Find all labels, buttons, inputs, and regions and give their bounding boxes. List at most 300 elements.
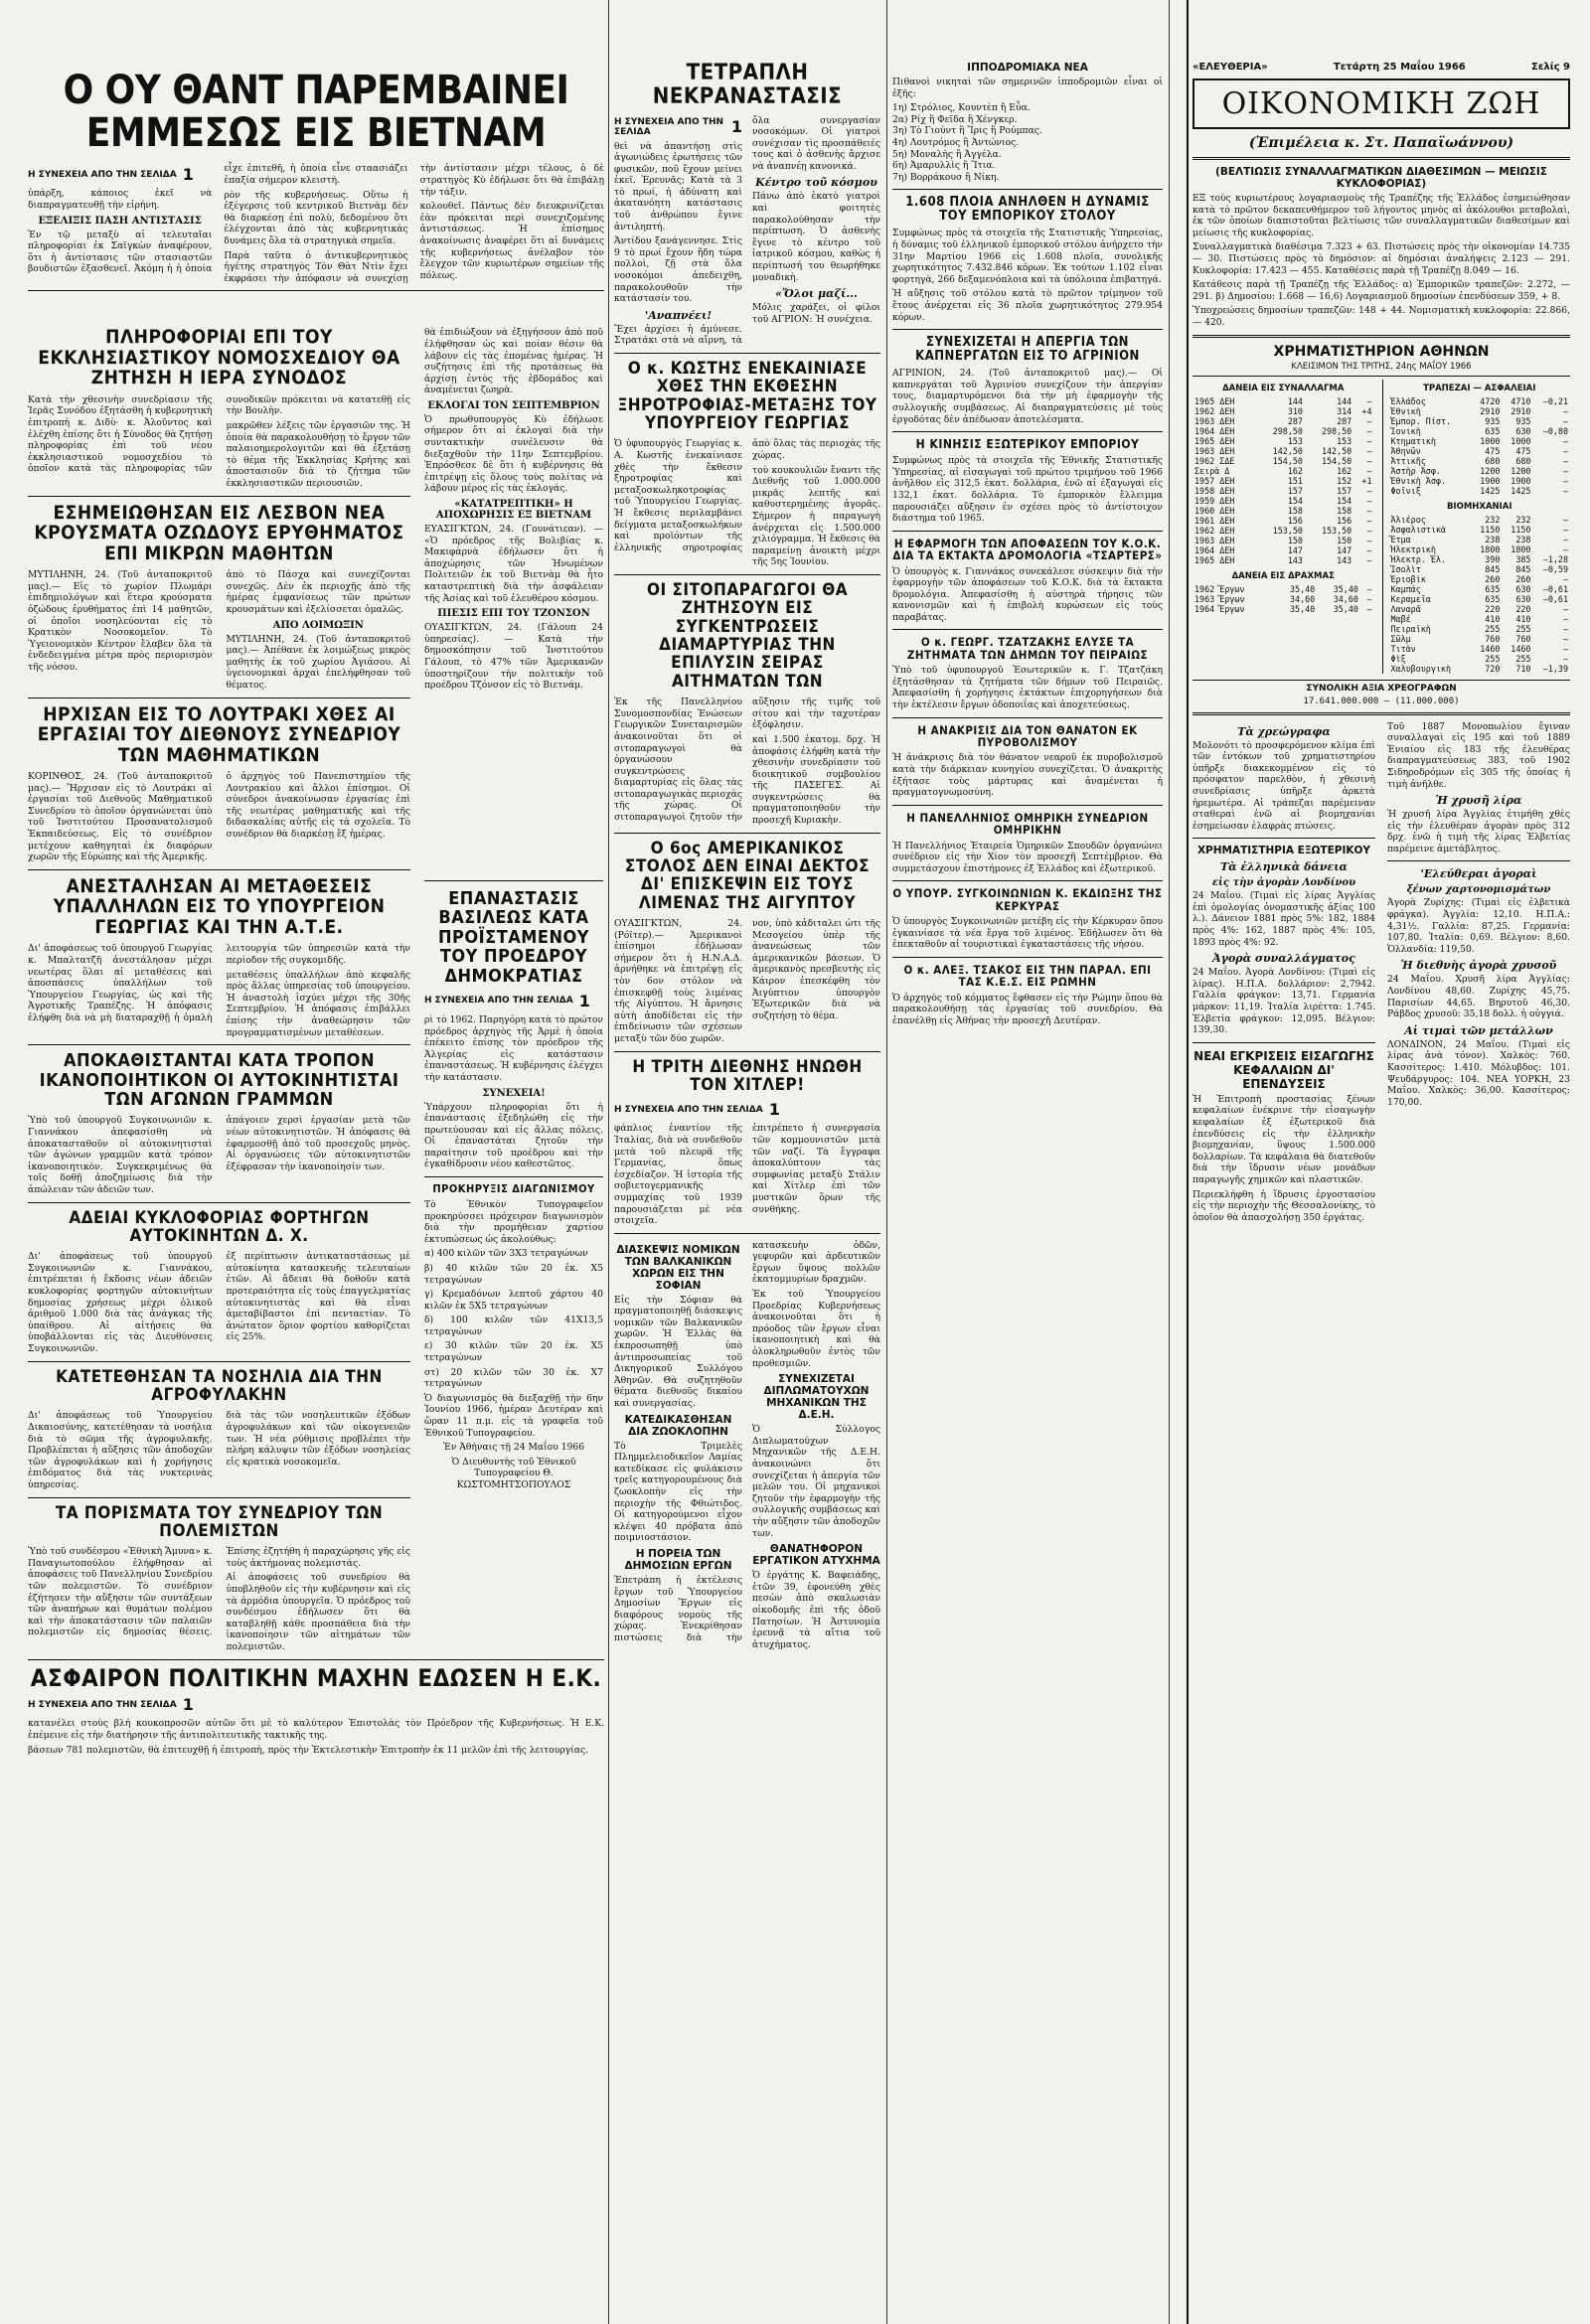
article-text: Συμφώνως πρὸς τὰ στοιχεῖα τῆς Ἐθνικῆς Στατιστικῆς Ὑπηρεσίας, αἱ εἰσαγωγαὶ τοῦ πρώτου τριμήνου τοῦ 1966 ἀνῆλθον εἰς 312,5 ἑκατ. δολλάρια, ἐνῶ αἱ ἐξαγωγαὶ εἰς 132,1 ἑκατ. δολλάρια. Τὸ ἐμπορικὸν ἔλλειμμα παρουσιάζει αὔξησιν ἐν σχέσει πρὸς τὸ ἀντίστοιχον διάστημα τοῦ 1965. xyxy=(892,455,1163,525)
table-cell-value: 1200 xyxy=(1480,465,1501,476)
table-cell-value: — xyxy=(1366,485,1372,496)
headline-games: ΑΠΟΚΑΘΙΣΤΑΝΤΑΙ ΚΑΤΑ ΤΡΟΠΟΝ ΙΚΑΝΟΠΟΙΗΤΙΚΟΝ ΟΙ ΑΥΤΟΚΙΝΗΤΙΣΤΑΙ ΤΩΝ ΑΓΩΝΩΝ ΓΡΑΜΜΩΝ xyxy=(39,1050,399,1110)
article-text: ρὶ τὸ 1962. Παρηγόρη κατὰ τὸ πρώτον πρόεδρος ἀρχηγὸς τῆς Ἀρμὲ ἡ ὁποία ἐπέκειτο ἐπίσης τὸν πρόεδρον τῆς Ἀλγερίας εἰς κατάστασιν ἐπαναστάσεως. Ἡ κυβέρνησις ἐλέγχει τὴν κατάστασιν. xyxy=(424,1013,603,1083)
table-cell-name: 1965 ΔΕΗ xyxy=(1194,554,1235,565)
banks-table-wrap xyxy=(1382,380,1571,674)
banks-table xyxy=(1389,396,1571,496)
article-text: θεὶ νὰ ἀπαντήσῃ στὶς ἀγωνιώδεις ἐρωτήσεις τῶν φυσικῶν, ποῦ ἔχουν μείνει ἐκεῖ. Ἐρευνᾶς; Κατὰ τὰ 3 τὸ πρωί, ἡ ἀδύνατη καὶ ἀκατανόητη κατάστασις τοῦ ἀνθρώπου ἔγινε ἀντιληπτή. xyxy=(614,140,742,232)
table-cell-value: — xyxy=(1366,554,1372,565)
subheading: ΕΚΛΟΓΑΙ ΤΟΝ ΣΕΠΤΕΜΒΡΙΟΝ xyxy=(427,399,600,411)
article-text: τοὺ κουκουλιῶν ἔναντι τῆς Διεθνῆς τοῦ 1.000.000 μικρᾶς λεπτῆς καὶ καθυστερημένης ἀγορᾶς. Σήμερον ἡ παραγωγὴ ἀνέρχεται εἰς 1.500.000 χιλιόγραμμα. Ἡ ἔκθεσις θὰ παραμείνῃ ἀνοικτὴ μέχρι τῆς 5ης Ἰουνίου. xyxy=(752,464,880,568)
table-cell-value: 150 xyxy=(1337,535,1352,545)
table-row xyxy=(1389,456,1571,466)
headline-tzatzakis: Ο κ. ΓΕΩΡΓ. ΤΖΑΤΖΑΚΗΣ ΕΛΥΣΕ ΤΑ ΖΗΤΗΜΑΤΑ ΤΩΝ ΔΗΜΩΝ ΤΟΥ ΠΕΙΡΑΙΩΣ xyxy=(906,635,1149,662)
section-title: ΟΙΚΟΝΟΜΙΚΗ ΖΩΗ xyxy=(1221,86,1541,121)
headline-trucks: ΑΔΕΙΑΙ ΚΥΚΛΟΦΟΡΙΑΣ ΦΟΡΤΗΓΩΝ ΑΥΤΟΚΙΝΗΤΩΝ Δ. Χ. xyxy=(69,1207,370,1246)
article-text: ΟΥΑΣΙΓΚΤΩΝ, 24. (Γάλουπ 24 ὑπηρεσίας). — Κατὰ τὴν δημοσκόπησιν τοῦ Ἰνστιτούτου Γάλουπ, τὸ 47% τῶν Ἀμερικανῶν ὑποστηρίζουν τὴν πολιτικὴν τοῦ προέδρου Τζόνσον εἰς τὸ Βιετνάμ. xyxy=(424,622,603,692)
table-cell-value: 158 xyxy=(1337,505,1352,516)
table-cell-value: — xyxy=(1562,534,1568,544)
article-text: ΜΥΤΙΛΗΝΗ, 24. (Τοῦ ἀνταποκριτοῦ μας).— Εἰς τὸ χωρίον Πλωμάρι ἐπιδημιολόγων καὶ ἕτερα κρούσματα ὀζώδους ἐρυθήματος ἐπὶ 14 μαθητῶν, οἱ ὁποῖοι νοσηλεύονται εἰς τὸ Κρατικὸν Νοσοκομεῖον. Τὸ Ὑγειονομικὸν Κέντρον ἔλαβεν ὅλα τὰ ἐνδεδειγμένα μέτρα πρὸς περιορισμὸν τῆς νόσου. xyxy=(28,569,213,673)
markets-left xyxy=(1192,721,1375,1227)
table-row xyxy=(1389,406,1571,416)
subheading: ΕΞΕΛΙΞΙΣ ΠΑΣΗ ΑΝΤΙΣΤΑΣΙΣ xyxy=(38,215,202,227)
table-cell-value: 475 xyxy=(1485,445,1501,456)
article-text: Δι' ἀποφάσεως τοῦ ὑπουργοῦ Γεωργίας κ. Μπαλτατζῆ ἀνεστάλησαν μέχρι νεωτέρας ὅλαι αἱ μεταθέσεις καὶ ἀποσπάσεις ὑπαλλήλων τοῦ Ὑπουργείου Γεωργίας, ὡς καὶ τῆς Ἀγροτικῆς Τραπέζης. Ἡ ἀπόφασις ἐλήφθη διὰ νὰ μὴ διαταραχθῇ ἡ ὁμαλὴ λειτουργία τῶν ὑπηρεσιῶν κατὰ τὴν περίοδον τῆς συγκομιδῆς. xyxy=(28,943,410,1023)
markets-two-col xyxy=(1192,721,1570,1227)
article-text: καὶ 1.500 ἐκατομ. δρχ. Ἡ ἀποφάσις ἐλήφθη κατὰ τὴν χθεσινὴν συνεδρίασιν τοῦ διοικητικοῦ συμβουλίου τῆς ΠΑΣΕΓΕΣ. Αἱ συγκεντρώσεις θὰ πραγματοποιηθοῦν τὴν προσεχῆ Κυριακὴν. xyxy=(752,733,880,827)
table-cell-value: —0,21 xyxy=(1542,395,1568,406)
table-cell-name: Χαλυβουργικὴ xyxy=(1390,663,1452,674)
column-rule xyxy=(608,0,609,2324)
article-text: Ἀγορὰ Ζυρίχης: (Τιμαὶ εἰς ἐλβετικὰ φράγκα). Ἀγγλία: 12,10. Η.Π.Α.: 4,31½. Γαλλία: 87,25. Γερμανία: 107,80. Ἰταλία: 0,69. Βέλγιον: 8,60. Ὁλλανδία: 119,50. xyxy=(1387,897,1570,955)
table-row xyxy=(1389,544,1571,554)
continued-label: Η ΣΥΝΕΧΕΙΑ ΑΠΟ ΤΗΝ ΣΕΛΙΔΑ 1 xyxy=(28,1695,194,1715)
table-cell-value: 1150 xyxy=(1510,524,1531,535)
headline-fleet: Ο 6ος ΑΜΕΡΙΚΑΝΙΚΟΣ ΣΤΟΛΟΣ ΔΕΝ ΕΙΝΑΙ ΔΕΚΤΟΣ ΔΙ' ΕΠΙΣΚΕΨΙΝ ΕΙΣ ΤΟΥΣ ΛΙΜΕΝΑΣ ΤΗΣ ΑΙΓΥΠΤΟΥ xyxy=(624,838,871,913)
article-text: ΕΞ τοὺς κυριωτέρους λογαριασμοὺς τῆς Τραπέζης τῆς Ἑλλάδος ἐσημειώθησαν κατὰ τὸ πρῶτον δεκαπενθήμερον τοῦ λήγοντος μηνὸς αἱ ἀκόλουθοι μεταβολαὶ, ἐκ τῶν ὁποίων διαπιστοῦται βελτίωσις τῶν συναλλαγματικῶν διαθεσίμων καὶ μείωσις τῆς κυκλοφορίας. xyxy=(1192,193,1570,238)
table-cell-value: 1800 xyxy=(1480,543,1501,554)
table-cell-value: 147 xyxy=(1337,544,1352,555)
table-cell-value: 760 xyxy=(1515,633,1531,644)
subheading: ξένων χαρτονομισμάτων xyxy=(1406,884,1551,896)
horse-item: 3η) Τὸ Γιούντ ἢ Ἴρις ἢ Ρούμπας. xyxy=(892,125,1042,137)
article-text: 24 Μαΐου. (Τιμαὶ εἰς λίρας Ἀγγλίας ἐπὶ ὁμολογίας ὀνομαστικῆς ἀξίας 100 λ.). Δάνειον 1881 πρὸς 5%: 182, 1884 πρὸς 4%: 162, 1887 πρὸς 4%: 105, 1893 πρὸς 4%: 92. xyxy=(1192,890,1375,948)
table-cell-name: Ἑλλάδος xyxy=(1390,395,1426,406)
table-row xyxy=(1389,604,1571,614)
table-cell-value: — xyxy=(1562,514,1568,525)
table-row xyxy=(1192,456,1374,466)
table-row xyxy=(1192,396,1374,406)
headline-trade: Η ΚΙΝΗΣΙΣ ΕΞΩΤΕΡΙΚΟΥ ΕΜΠΟΡΙΟΥ xyxy=(915,437,1140,452)
subheading: ΑΠΟ ΛΟΙΜΩΞΙΝ xyxy=(272,619,364,631)
table-cell-value: +1 xyxy=(1361,475,1372,486)
middle-block xyxy=(614,0,880,1650)
section-editor: (Ἐπιμέλεια κ. Στ. Παπαϊωάννου) xyxy=(1248,135,1514,151)
table-row xyxy=(1389,634,1571,644)
table-cell-value: 390 xyxy=(1485,553,1501,564)
article-text: Μολονότι τὸ προσφερόμενον κλίμα ἐπὶ τῶν ἐντόκων τοῦ χρηματιστηρίου ὑπῆρξε διακεκομμένον εἰς τὸ πρόσφατον παρελθὸν, ἡ χθεσινὴ συνεδρίασις ὑπῆρξε ἀρκετὰ ἠρεμωτέρα. Αἱ τράπεζαι παρέμειναν σταθεραὶ ἐνῶ αἱ βιομηχανίαι ἐσημείωσαν ἐλαφρὰς πτώσεις. xyxy=(1192,739,1375,832)
table-cell-name: Σειρὰ Δ xyxy=(1194,465,1230,476)
sign-date: Ἐν Ἀθήναις τῇ 24 Μαΐου 1966 xyxy=(442,1442,585,1454)
table-cell-name: Φὶξ xyxy=(1390,653,1406,664)
subheading: ΧΡΗΜΑΤΙΣΤΗΡΙΑ ΕΞΩΤΕΡΙΚΟΥ xyxy=(1196,845,1371,857)
table-cell-name: Ἀστὴρ Ἀσφ. xyxy=(1390,465,1441,476)
table-row xyxy=(1389,584,1571,594)
headline-vouli: Ο ΥΠΟΥΡ. ΣΥΓΚΟΙΝΩΝΙΩΝ Κ. ΕΚΔΙΩΞΗΣ ΤΗΣ ΚΕΡΚΥΡΑΣ xyxy=(892,886,1163,913)
table-cell-value: 385 xyxy=(1515,553,1531,564)
article-text: Ἀντίδου ξανάγεννησε. Στὶς 9 τὸ πρωί ἔχουν ἤδη τώρα πολλοὶ, ζῇ στὰ ὅλα νοσοκόμοι ἀπεδειχθη, παρακολουθοῦν τὴν κατάστασίν του. xyxy=(614,235,742,305)
table-cell-value: 162 xyxy=(1337,465,1352,476)
table-cell-value: — xyxy=(1366,535,1372,545)
table-row xyxy=(1389,476,1571,486)
vietnam-body xyxy=(28,163,604,284)
article-text: Ὁ πρωθυπουργὸς Κὺ ἐδήλωσε σήμερον ὅτι αἱ ἐκλογαὶ διὰ τὴν συντακτικὴν συνέλευσιν θὰ διεξαχθοῦν τὴν 11ην Σεπτεμβρίου. Ἐπρόσθεσε δὲ ὅτι ἡ κυβέρνησις θὰ ἐπιτρέψῃ εἰς ὅλους τοὺς πολίτας νὰ λάβουν μέρος εἰς τὰς ἐκλογάς. xyxy=(424,413,603,495)
headline-fleet1608: 1.608 ΠΛΟΙΑ ΑΝΗΛΘΕΝ Η ΔΥΝΑΜΙΣ ΤΟΥ ΕΜΠΟΡΙΚΟΥ ΣΤΟΛΟΥ xyxy=(905,195,1150,225)
tender-item: δ) 100 κιλῶν τῶν 41X13,5 τετραγώνων xyxy=(424,1315,603,1337)
tender-item: στ) 20 κιλῶν τῶν 30 ἐκ. Χ7 τετραγώνων xyxy=(424,1366,603,1390)
table-cell-value: 156 xyxy=(1287,515,1303,526)
headline-accident: ΘΑΝΑΤΗΦΟΡΟΝ ΕΡΓΑΤΙΚΟΝ ΑΤΥΧΗΜΑ xyxy=(752,1543,880,1568)
table-cell-value: 1425 xyxy=(1480,485,1501,496)
subheading: εἰς τὴν ἀγορὰν Λονδίνου xyxy=(1211,877,1356,889)
table-cell-value: —1,39 xyxy=(1542,663,1568,674)
table-cell-value: 153,50 xyxy=(1321,525,1352,536)
table-cell-value: —0,61 xyxy=(1542,583,1568,594)
table-cell-name: Τιτὰν xyxy=(1390,643,1416,654)
table-cell-name: 1963 ΔΕΗ xyxy=(1194,445,1235,456)
headline-anakrisis: Η ΑΝΑΚΡΙΣΙΣ ΔΙΑ ΤΟΝ ΘΑΝΑΤΟΝ ΕΚ ΠΥΡΟΒΟΛΙΣΜΟΥ xyxy=(917,722,1138,750)
article-text: Ὑπὸ τοῦ ὑπουργοῦ Συγκοινωνιῶν κ. Γιαννάκου ἀπεφασίσθη νὰ ἀποκατασταθοῦν οἱ αὐτοκινητισταὶ τῶν ἀγώνων γραμμῶν κατὰ τρόπον ἱκανοποιητικὸν. Συγκεκριμένως θὰ τοῖς δοθῇ ἀποζημίωσις διὰ τὴν ἀπώλειαν τῶν ἀδειῶν των. xyxy=(28,1115,213,1195)
headline-lesvos: ΕΣΗΜΕΙΩΘΗΣΑΝ ΕΙΣ ΛΕΣΒΟΝ ΝΕΑ ΚΡΟΥΣΜΑΤΑ ΟΖΩΔΟΥΣ ΕΡΥΘΗΜΑΤΟΣ ΕΠΙ ΜΙΚΡΩΝ ΜΑΘΗΤΩΝ xyxy=(34,501,404,564)
table-cell-value: 143 xyxy=(1287,554,1303,565)
headline-dei: ΣΥΝΕΧΙΖΕΤΑΙ ΔΙΠΛΩΜΑΤΟΥΧΩΝ ΜΗΧΑΝΙΚΩΝ ΤΗΣ Δ.Ε.Η. xyxy=(763,1373,870,1422)
table-cell-name: Φοῖνιξ xyxy=(1390,485,1421,496)
table-cell-name: Μαβέ xyxy=(1390,613,1411,624)
table-cell-name: 1957 ΔΕΗ xyxy=(1194,475,1235,486)
article-text: θὰ ἐπιδιώξουν νὰ ἐξηγήσουν ἀπὸ ποῦ ἐλήφθησαν ὡς καὶ ποίαν θέσιν θὰ λάβουν εἰς τὰς ἐπομένας ἡμέρας. Ἡ συζήτησις ἐπὶ τῆς προτάσεως θὰ ἀρχίσῃ ἐντὸς τῆς ἑβδομάδος καὶ ἀναμένεται ζωηρὰ. xyxy=(424,327,603,396)
table-cell-value: 156 xyxy=(1337,515,1352,526)
headline-cooperation: Η ΕΦΑΡΜΟΓΗ ΤΩΝ ΑΠΟΦΑΣΕΩΝ ΤΟΥ Κ.Ο.Κ. ΔΙΑ ΤΑ ΕΚΤΑΚΤΑ ΔΡΟΜΟΛΟΓΙΑ «ΤΣΑΡΤΕΡΣ» xyxy=(892,536,1163,563)
article-text: νον, ὑπὸ κἀδιταλει ὡτι τῆς Μεσογείου ὑπὲρ τῆς ἀνανεώσεως τῶν ἀμερικανικῶν βάσεων. Ὁ ἀμερικανὸς πρεσβευτὴς εἰς Κάιρον ἐπεσκέφθη τὸν Ἀιγύπτιον ὑπουργὸν Ἐξωτερικῶν διὰ νὰ συζητήσῃ τὸ θέμα. xyxy=(752,918,880,1021)
table-row xyxy=(1192,426,1374,436)
table-cell-value: 1800 xyxy=(1510,543,1531,554)
table-row xyxy=(1192,496,1374,506)
tender-item: β) 40 κιλῶν τῶν 20 ἐκ. Χ5 τετραγώνων xyxy=(424,1262,603,1286)
bourse-subtitle: ΚΛΕΙΣΙΜΟΝ ΤΗΣ ΤΡΙΤΗΣ, 24ης ΜΑΐΟΥ 1966 xyxy=(1291,361,1472,372)
article-text: 24 Μαΐου. Ἀγορὰ Λονδίνου: (Τιμαὶ εἰς λίρας). Η.Π.Α. δολλάριον: 2,7942. Γαλλία φράγκον: 13,71. Γερμανία μάρκον: 11,19. Ἰταλία λιρέττα: 1.745. Ἐλβετία φράγκον: 12,095. Βέλγιον: 139,30. xyxy=(1192,967,1375,1036)
article-text: ΜΥΤΙΛΗΝΗ, 24. (Τοῦ ἀνταποκριτοῦ μας).— Ἀπέθανε ἐκ λοιμώξεως μικρὸς μαθητὴς ἐκ τοῦ χωρίου Ἀγιάσου. Αἱ ὑγειονομικαὶ ἀρχαὶ ἐπελήφθησαν τοῦ θέματος. xyxy=(226,633,410,691)
tender-item: γ) Κρεμαδόνων λεπτοῦ χάρτου 40 κιλῶν ἐκ 5X5 τετραγώνων xyxy=(424,1289,603,1312)
table-cell-value: 255 xyxy=(1485,623,1501,634)
table-cell-name: Πειραϊκὴ xyxy=(1390,623,1431,634)
subheading: Κέντρο τοῦ κόσμου xyxy=(755,176,877,190)
table-cell-value: 635 xyxy=(1485,425,1501,436)
tender-item: ε) 30 κιλῶν τῶν 20 ἐκ. Χ5 τετραγώνων xyxy=(424,1340,603,1364)
headline-kostis: Ο κ. ΚΩΣΤΗΣ ΕΝΕΚΑΙΝΙΑΣΕ ΧΘΕΣ ΤΗΝ ΕΚΘΕΣΗΝ ΞΗΡΟΤΡΟΦΙΑΣ-ΜΕΤΑΞΗΣ ΤΟΥ ΥΠΟΥΡΓΕΙΟΥ ΓΕΩΡΓΙΑΣ xyxy=(617,359,877,434)
table-cell-name: Ἀλιέρος xyxy=(1390,514,1426,525)
table-cell-value: 4710 xyxy=(1510,395,1531,406)
table-cell-value: 1460 xyxy=(1480,643,1501,654)
table-cell-value: 143 xyxy=(1337,554,1352,565)
headline-ek: ΑΣΦΑΙΡΟΝ ΠΟΛΙΤΙΚΗΝ ΜΑΧΗΝ ΕΔΩΣΕΝ Η Ε.Κ. xyxy=(30,1663,602,1692)
table-cell-value: 935 xyxy=(1515,415,1531,426)
horse-item: 2α) Ρίχ ἢ Φεῖδα ἢ Χένγκερ. xyxy=(892,113,1018,125)
table-row xyxy=(1389,614,1571,624)
table-cell-value: 152 xyxy=(1337,475,1352,486)
table-cell-value: — xyxy=(1562,455,1568,466)
page-number: Σελίς 9 xyxy=(1531,62,1570,73)
table-cell-name: Ἰονικὴ xyxy=(1390,425,1421,436)
table-cell-value: 1900 xyxy=(1510,475,1531,486)
table-cell-value: 157 xyxy=(1287,485,1303,496)
article-text: ΟΥΑΣΙΓΚΤΩΝ, 24. (Ρόϊτερ).— Ἀμερικανοὶ ἐπίσημοι ἐδήλωσαν σήμερον ὅτι ἡ Η.Ν.Α.Δ. ἀρνήθηκε νὰ ἐπιτρέψῃ εἰς τὸν 6ον στόλον νὰ ἐπισκεφθῇ τοὺς λιμένας τῆς Αἰγύπτου. Ἡ ἄρνησις αὐτὴ ἀποδίδεται εἰς τὴν ἐπιδείνωσιν τῶν σχέσεων μεταξὺ τῶν δύο χωρῶν. xyxy=(614,918,742,1045)
bourse-title: ΧΡΗΜΑΤΙΣΤΗΡΙΟΝ ΑΘΗΝΩΝ xyxy=(1273,343,1490,360)
table-cell-value: 845 xyxy=(1515,563,1531,574)
table-cell-value: 153,50 xyxy=(1272,525,1303,536)
table-cell-value: 232 xyxy=(1485,514,1501,525)
article-text: ΕΥΑΣΙΓΚΤΩΝ, 24. (Γουνάτιεαν). — «Ὁ πρόεδρος τῆς Βολιβίας κ. Μακιφὰρνὰ ἐδήλωσεν ὅτι ἡ ἀποχώρησις τῶν Ἡνωμένων Πολιτειῶν ἐκ τοῦ Βιετνὰμ θὰ ἦτο καταστρεπτικὴ διὰ τὴν ἀσφάλειαν τῆς Ἀσίας καὶ τοῦ ἐλευθέρου κόσμου. xyxy=(424,524,603,604)
table-cell-value: 630 xyxy=(1515,593,1531,604)
table-cell-value: — xyxy=(1562,405,1568,416)
right-middle-block xyxy=(892,0,1163,1030)
table-cell-name: Ἠλεκτρ. Ἑλ. xyxy=(1390,553,1446,564)
table-cell-value: — xyxy=(1562,633,1568,644)
continued-label: Η ΣΥΝΕΧΕΙΑ ΑΠΟ ΤΗΝ ΣΕΛΙΔΑ 1 xyxy=(614,116,742,137)
headline-veterans: ΤΑ ΠΟΡΙΣΜΑΤΑ ΤΟΥ ΣΥΝΕΔΡΙΟΥ ΤΩΝ ΠΟΛΕΜΙΣΤΩΝ xyxy=(55,1502,384,1541)
article-text: Ἡ ἀνάκρισις διὰ τὸν θάνατον νεαροῦ ἐκ πυροβολισμοῦ κατὰ τὴν διάρκειαν κυνηγίου συνεχίζεται. Ὁ ἀνακριτὴς ἐξήτασε τοὺς μάρτυρας καὶ ἀναμένεται ἡ πραγματογνωμοσύνη. xyxy=(892,752,1163,799)
table-row xyxy=(1389,436,1571,446)
article-text: Ἐκ τῆς Πανελληνίου Συνομοσπονδίας Ἑνώσεων Γεωργικῶν Συνεταιρισμῶν ἀνακοινοῦται ὅτι οἱ σιτοπαραγωγοὶ θὰ ὀργανώσουν συγκεντρώσεις διαμαρτυρίας εἰς ὅλας τὰς σιτοπαραγωγικὰς περιοχὰς τῆς χώρας. Οἱ σιτοπαραγωγοὶ ζητοῦν τὴν αὔξησιν τῆς τιμῆς τοῦ σίτου καὶ τὴν ταχυτέραν ἐξόφλησιν. xyxy=(614,697,880,824)
table-row xyxy=(1192,416,1374,426)
dr-loans-title: ΔΑΝΕΙΑ ΕΙΣ ΔΡΑΧΜΑΣ xyxy=(1231,570,1335,581)
table-cell-value: 4720 xyxy=(1480,395,1501,406)
subheading: Ἀγορὰ συναλλάγματος xyxy=(1212,952,1355,966)
table-row xyxy=(1389,624,1571,634)
subheading: «ΚΑΤΑΤΡΕΠΤΙΚΗ» Η ΑΠΟΧΩΡΗΣΙΣ ΕΞ ΒΙΕΤΝΑΜ xyxy=(435,499,592,522)
table-cell-value: — xyxy=(1562,643,1568,654)
table-cell-value: — xyxy=(1562,465,1568,476)
table-cell-value: 154,50 xyxy=(1321,455,1352,466)
article-text: ἀπὸ τὸ Πάσχα καὶ συνεχίζονται συνεχῶς. Δὲν ἐκ περιοχῆς ἀπὸ τῆς ἡμέρας ἐμφανίσεως τῶν πρώτων κρουσμάτων καὶ ἐξελίσσεται ὁμαλῶς. xyxy=(226,569,410,615)
column-rule xyxy=(886,0,887,2324)
table-cell-name: 1958 ΔΕΗ xyxy=(1194,485,1235,496)
table-cell-name: Κεραμεῖα xyxy=(1390,593,1431,604)
article-text: Ἔχει ἀρχίσει ἡ ἀμύνεσε. Στρατάκι στὰ νὰ αἴρνη, τὰ ὄλα συνεργασίαν νοσοκόμων. Οἱ γιατροὶ συνέχισαν τὶς προσπάθειές τους καὶ ὁ ἀσθενὴς ἄρχισε νὰ ἀναπνέῃ κανονικά. xyxy=(614,114,880,347)
article-text: Κατάθεσις παρὰ τῇ Τραπέζῃ τῆς Ἑλλάδος: α) Ἐμπορικῶν τραπεζῶν: 2.272, — 291. β) Δημοσίου: 1.668 — 16,6) Λογαριασμοῦ δημοσίων ἐπενδύσεων 359, + 8. xyxy=(1192,279,1570,302)
continued-label: Η ΣΥΝΕΧΕΙΑ ΑΠΟ ΤΗΝ ΣΕΛΙΔΑ 1 xyxy=(424,991,590,1010)
headline-tender: ΠΡΟΚΗΡΥΞΙΣ ΔΙΑΓΩΝΙΣΜΟΥ xyxy=(432,1182,595,1196)
table-cell-value: 147 xyxy=(1287,544,1303,555)
table-row xyxy=(1192,446,1374,456)
article-text: Παρὰ ταῦτα ὁ ἀντικυβερνητικὸς ἡγέτης στρατηγὸς Τὸν Θὰτ Ντὶν ἔχει ἐκφράσει τὴν ἀπόφασιν νὰ συνεχίσῃ τὴν ἀντίστασιν μέχρι τέλους, ὁ δὲ στρατηγὸς Κὺ ἐδήλωσε ὅτι θὰ ἐπιβάλῃ τὴν τάξιν. xyxy=(224,163,604,284)
continued-label: Η ΣΥΝΕΧΕΙΑ ΑΠΟ ΤΗΝ ΣΕΛΙΔΑ 1 xyxy=(28,165,194,185)
table-cell-value: 287 xyxy=(1287,415,1303,426)
table-cell-value: 238 xyxy=(1515,534,1531,544)
table-row xyxy=(1389,554,1571,564)
table-cell-value: — xyxy=(1366,455,1372,466)
table-cell-value: 144 xyxy=(1287,395,1303,406)
lesvos-body xyxy=(28,569,410,691)
table-row xyxy=(1192,545,1374,555)
subheading: Ἡ διεθνὴς ἀγορὰ χρυσοῦ xyxy=(1400,959,1557,973)
article-text: Ὑποχρεώσεις δημοσίων τραπεζῶν: 148 + 44. Νομισματικὴ κυκλοφορία: 22.866, — 420. xyxy=(1192,305,1570,328)
table-cell-value: — xyxy=(1366,395,1372,406)
tender-item: α) 400 κιλῶν τῶν 3X3 τετραγώνων xyxy=(424,1248,588,1260)
table-cell-value: —0,61 xyxy=(1542,593,1568,604)
table-row xyxy=(1192,604,1374,614)
table-cell-value: 298,50 xyxy=(1321,425,1352,436)
table-cell-value: 1460 xyxy=(1510,643,1531,654)
article-text: Περιεκλήφθη ἡ ἵδρυσις ἐργοστασίου εἰς τὴν περιοχὴν τῆς Θεσσαλονίκης, τὸ ὁποῖον θὰ ἀπασχολήσῃ 350 ἐργάτας. xyxy=(1192,1188,1375,1223)
bourse-tables xyxy=(1192,376,1570,674)
table-row xyxy=(1389,644,1571,654)
headline-farmer: ΚΑΤΕΤΕΘΗΣΑΝ ΤΑ ΝΟΣΗΛΙΑ ΔΙΑ ΤΗΝ ΑΓΡΟΦΥΛΑΚΗΝ xyxy=(56,1366,383,1405)
table-cell-value: 410 xyxy=(1515,613,1531,624)
headline-alexandros: Ο κ. ΑΛΕΞ. ΤΣΑΚΟΣ ΕΙΣ ΤΗΝ ΠΑΡΑΛ. ΕΠΙ ΤΑΣ Κ.Ε.Σ. ΕΙΣ ΡΩΜΗΝ xyxy=(903,963,1152,990)
synod-body xyxy=(28,394,410,490)
table-cell-value: 162 xyxy=(1287,465,1303,476)
table-cell-value: 310 xyxy=(1287,405,1303,416)
table-cell-value: — xyxy=(1562,475,1568,486)
signature: Ὁ Διευθυντὴς τοῦ Ἐθνικοῦ Τυπογραφείου Θ. ΚΩΣΤΟΜΗΤΣΟΠΟΥΛΟΣ xyxy=(451,1456,576,1490)
table-cell-value: 298,50 xyxy=(1272,425,1303,436)
table-cell-name: 1965 ΔΕΗ xyxy=(1194,435,1235,446)
article-text: Ὑπὸ τοῦ ὑφυπουργοῦ Ἐσωτερικῶν κ. Γ. Τζατζάκη ἐξητάσθησαν τὰ ζητήματα τῶν δήμων τοῦ Πειραιῶς. Ἀπεφασίσθη ἡ χορήγησις ἐκτάκτων ἐπιχορηγήσεων διὰ τὴν ἐκτέλεσιν ἔργων ὀδοποιΐας καὶ ἀποχετεύσεως. xyxy=(892,665,1163,711)
subheading: Τὰ χρεώγραφα xyxy=(1237,724,1331,738)
headline-tetrapli: ΤΕΤΡΑΠΛΗ ΝΕΚΡΑΝΑΣΤΑΣΙΣ xyxy=(652,61,843,109)
table-cell-name: 1962 ΔΕΗ xyxy=(1194,405,1235,416)
inner-left xyxy=(28,297,410,1652)
paper-name: «ΕΛΕΥΘΕΡΙΑ» xyxy=(1192,62,1268,73)
table-cell-name: Ἀσφαλιστικὰ xyxy=(1390,524,1446,535)
table-cell-value: 35,40 xyxy=(1289,583,1316,594)
article-text: κατανέλει στοὺς βλή κουκοπροσῶν αὐτῶν ὅτι μὲ τὸ καλύτερον Ἐπιστολὰς τὸν Πρόεδρον τῆς Κυβερνήσεως. Ἡ Ε.Κ. ἐπέμεινε εἰς τὴν διατήρησιν τῆς ἀντιπολιτευτικῆς τακτικῆς της. xyxy=(28,1718,604,1742)
article-text: Εἰς τὴν Σόφιαν θὰ πραγματοποιηθῇ διάσκεψις νομικῶν τῶν Βαλκανικῶν χωρῶν. Ἡ Ἑλλὰς θὰ ἐκπροσωπηθῇ ὑπὸ ἀντιπροσωπείας τοῦ Δικηγορικοῦ Συλλόγου Ἀθηνῶν. Θὰ συζητηθοῦν θέματα διεθνοῦς δικαίου καὶ συνεργασίας. xyxy=(614,1294,742,1410)
headline-mathematicians: ΗΡΧΙΣΑΝ ΕΙΣ ΤΟ ΛΟΥΤΡΑΚΙ ΧΘΕΣ ΑΙ ΕΡΓΑΣΙΑΙ ΤΟΥ ΔΙΕΘΝΟΥΣ ΣΥΝΕΔΡΙΟΥ ΤΩΝ ΜΑΘΗΜΑΤΙΚΩΝ xyxy=(37,702,401,766)
inner-right xyxy=(424,297,603,1652)
loans-title: ΔΑΝΕΙΑ ΕΙΣ ΣΥΝΑΛΛΑΓΜΑ xyxy=(1222,383,1345,393)
table-cell-name: Ἐριοβὶκ xyxy=(1390,573,1426,584)
table-cell-value: — xyxy=(1366,593,1372,604)
table-cell-value: 935 xyxy=(1485,415,1501,426)
headline-hitler: Η ΤΡΙΤΗ ΔΙΕΘΝΗΣ ΗΝΩΘΗ ΤΟΝ ΧΙΤΛΕΡ! xyxy=(632,1056,863,1095)
table-cell-value: 1000 xyxy=(1480,435,1501,446)
table-cell-value: — xyxy=(1562,485,1568,496)
table-cell-name: 1961 ΔΕΗ xyxy=(1194,515,1235,526)
industries-table xyxy=(1389,515,1571,674)
table-cell-value: — xyxy=(1562,653,1568,664)
table-cell-value: — xyxy=(1366,435,1372,446)
table-cell-value: 220 xyxy=(1485,603,1501,614)
table-cell-value: 410 xyxy=(1485,613,1501,624)
table-cell-value: 2910 xyxy=(1510,405,1531,416)
table-cell-value: 142,50 xyxy=(1321,445,1352,456)
horse-item: 6η) Ἀμαρυλλὶς ἢ Ἴτια. xyxy=(892,160,996,172)
table-cell-name: 1963 ΔΕΗ xyxy=(1194,535,1235,545)
kostis-body xyxy=(614,438,880,568)
table-cell-value: 220 xyxy=(1515,603,1531,614)
table-cell-value: 314 xyxy=(1337,405,1352,416)
table-cell-value: 157 xyxy=(1337,485,1352,496)
article-text: Ἐπετράπη ἡ ἐκτέλεσις ἔργων τοῦ Ὑπουργείου Δημοσίων Ἔργων εἰς διαφόρους νομοὺς τῆς χώρας. Ἐνεκρίθησαν πιστώσεις διὰ τὴν κατασκευὴν ὁδῶν, γεφυρῶν καὶ ἀρδευτικῶν ἔργων ὕψους πολλῶν ἑκατομμυρίων δραχμῶν. xyxy=(614,1239,880,1643)
article-text: ἐπιτρέπετο ἡ συνεργασία τῶν κομμουνιστῶν μετὰ τῶν ναζί. Τὰ ἔγγραφα ἀποκαλύπτουν τὰς συμφωνίας μεταξὺ Στάλιν καὶ Χίτλερ ἐπὶ τῶν μυστικῶν ὅρων τῆς συνθήκης. xyxy=(752,1123,880,1215)
subheading: 'Αναπνέει! xyxy=(644,308,713,322)
table-cell-value: 154,50 xyxy=(1272,455,1303,466)
column-rule xyxy=(1187,0,1189,2324)
headline-vietnam: Ο ΟΥ ΘΑΝΤ ΠΑΡΕΜΒΑΙΝΕΙ ΕΜΜΕΣΩΣ ΕΙΣ ΒΙΕΤΝΑΜ xyxy=(63,68,569,157)
table-row xyxy=(1389,416,1571,426)
table-row xyxy=(1192,516,1374,526)
table-row xyxy=(1389,574,1571,584)
article-text: βάσεων 781 πολεμιστῶν, θὰ ἐπιτευχθῇ ἡ ἐπιτροπὴ, πρὸς τὴν Ἐκτελεστικὴν Ἐπιτροπὴν ἐκ 11 μελῶν ἐπὶ τῆς λειτουργίας. xyxy=(28,1744,589,1756)
table-cell-value: 760 xyxy=(1485,633,1501,644)
table-cell-value: 635 xyxy=(1485,593,1501,604)
table-cell-name: 1962 Ἔργων xyxy=(1194,583,1245,594)
table-cell-value: 630 xyxy=(1515,583,1531,594)
table-cell-value: 154 xyxy=(1287,495,1303,506)
table-cell-name: 1964 ΔΕΗ xyxy=(1194,425,1235,436)
horse-item: 7η) Βορράκουσ ἢ Νίκη. xyxy=(892,171,1000,183)
table-row xyxy=(1192,486,1374,496)
article-text: ΛΟΝΔΙΝΟΝ, 24 Μαΐου. (Τιμαὶ εἰς λίρας ἀνὰ τόνον). Χαλκὸς: 760. Κασσίτερος: 1.410. Μόλυβδος: 101. Ψευδάργυρος: 104. ΝΕΑ ΥΟΡΚΗ, 23 Μαΐου. Χαλκὸς: 36,00. Κασσίτερος: 170,00. xyxy=(1387,1038,1570,1108)
subheading: ΠΙΕΣΙΣ ΕΠΙ ΤΟΥ ΤΖΟΝΣΟΝ xyxy=(437,608,590,620)
table-cell-name: 1959 ΔΕΗ xyxy=(1194,495,1235,506)
table-cell-name: 1962 ΣΔΕ xyxy=(1194,455,1235,466)
table-cell-value: 680 xyxy=(1515,455,1531,466)
section-title-box xyxy=(1192,78,1570,129)
table-cell-value: — xyxy=(1562,435,1568,446)
table-cell-value: 232 xyxy=(1515,514,1531,525)
table-cell-name: Ἐθνικὴ xyxy=(1390,405,1421,416)
subheading: «Ὅλοι μαζί... xyxy=(775,287,858,301)
headline-grain: ΟΙ ΣΙΤΟΠΑΡΑΓΩΓΟΙ ΘΑ ΖΗΤΗΣΟΥΝ ΕΙΣ ΣΥΓΚΕΝΤΡΩΣΕΙΣ ΔΙΑΜΑΡΤΥΡΙΑΣ ΤΗΝ ΕΠΙΛΥΣΙΝ ΣΕΙΡΑΣ ΑΙΤΗΜΑΤΩΝ ΤΩΝ xyxy=(646,579,849,692)
table-row xyxy=(1192,536,1374,545)
headline-transfers: ΑΝΕΣΤΑΛΗΣΑΝ ΑΙ ΜΕΤΑΘΕΣΕΙΣ ΥΠΑΛΛΗΛΩΝ ΕΙΣ ΤΟ ΥΠΟΥΡΓΕΙΟΝ ΓΕΩΡΓΙΑΣ ΚΑΙ ΤΗΝ Α.Τ.Ε. xyxy=(53,874,386,938)
table-cell-name: Καμπάς xyxy=(1390,583,1421,594)
table-cell-value: — xyxy=(1562,415,1568,426)
article-text: ρὸν τῆς κυβερνήσεως. Οὕτω ἡ ἐξέγερσις τοῦ κεντρικοῦ Βιετνὰμ δὲν θὰ διαρκέσῃ ἐπὶ πολὺ, δεδομένου ὅτι ἐλέγχονται ἀπὸ τὰς κυβερνητικὰς δυνάμεις ὅλα τὰ στρατηγικὰ σημεῖα. xyxy=(224,189,408,246)
table-cell-value: 154 xyxy=(1337,495,1352,506)
grain-body xyxy=(614,697,880,827)
headline-horses: ΙΠΠΟΔΡΟΜΙΑΚΑ ΝΕΑ xyxy=(967,62,1088,74)
tetrapli-body xyxy=(614,115,880,348)
subheading: Αἱ τιμαὶ τῶν μετάλλων xyxy=(1404,1023,1553,1037)
table-cell-value: 35,40 xyxy=(1333,583,1358,594)
table-cell-value: 720 xyxy=(1485,663,1501,674)
table-row xyxy=(1389,446,1571,456)
article-text: φάπλιος ἐναντίον τῆς Ἰταλίας, διὰ νὰ συνδεθοῦν μετὰ τοῦ πλευρᾶ τῆς Γερμανίας, ὅπως ἐσχεδίαζον. Ἡ ἱστορία τῆς σοβιετογερμανικῆς συμμαχίας τοῦ 1939 παρουσιάζεται μὲ νέα στοιχεῖα. xyxy=(614,1123,742,1227)
table-cell-value: — xyxy=(1366,495,1372,506)
table-cell-value: 1425 xyxy=(1510,485,1531,496)
table-cell-name: Ἐμπορ. Πίστ. xyxy=(1390,415,1452,426)
article-text: Κατὰ τὴν χθεσινὴν συνεδρίασιν τῆς Ἱερᾶς Συνόδου ἐξητάσθη ἡ κυβερνητικὴ ἐπιτροπὴ κ. Διδὺ· κ. Ἀλοῦντος καὶ ἐλέχθη ἐπίσης ὅτι ἡ Σύνοδος θὰ ζητήσῃ πληροφορίας ἐπὶ τοῦ νέου ἐκκλησιαστικοῦ νομοσχεδίου τὸ ὁποῖον κατὰ τὰς πληροφορίας τῶν συνοδικῶν πρόκειται νὰ κατατεθῇ εἰς τὴν Βουλὴν. xyxy=(28,393,410,475)
article-text: Τὸ Ἐθνικὸν Τυπογραφεῖον προκηρύσσει πρόχειρον διαγωνισμὸν διὰ τὴν προμήθειαν χαρτίου ἐκτυπώσεως ὡς ἀκολούθως: xyxy=(424,1198,603,1245)
farmer-body xyxy=(28,1410,410,1490)
table-cell-value: — xyxy=(1366,515,1372,526)
article-text: Δι' ἀποφάσεως τοῦ ὑπουργοῦ Συγκοινωνιῶν κ. Γιαννάκου, ἐπιτρέπεται ἡ ἔκδοσις νέων ἀδειῶν κυκλοφορίας φορτηγῶν αὐτοκινήτων δημοσίας χρήσεως μέχρι ὁλικοῦ ἀριθμοῦ 1.000 διὰ τὰς ἀνάγκας τῆς ὑπαίθρου. Αἱ αἰτήσεις θὰ ὑποβάλλονται εἰς τὰς Διευθύνσεις Συγκοινωνιῶν. xyxy=(28,1251,213,1355)
table-cell-value: 1000 xyxy=(1510,435,1531,446)
trucks-body xyxy=(28,1251,410,1354)
table-cell-value: — xyxy=(1366,415,1372,426)
article-text: Τὸ Τριμελὲς Πλημμελειοδικεῖον Λαμίας κατεδίκασε εἰς φυλάκισιν τρεῖς κατηγορουμένους διὰ ζωοκλοπὴν εἰς τὴν περιοχὴν τῆς Φθιώτιδος. Οἱ κατηγορούμενοι εἶχον κλέψει 40 πρόβατα ἀπὸ ποιμνιοστάσιον. xyxy=(614,1440,742,1544)
games-body xyxy=(28,1115,410,1195)
table-cell-name: 1964 Ἔργων xyxy=(1194,603,1245,614)
table-row xyxy=(1192,406,1374,416)
table-row xyxy=(1192,476,1374,486)
headline-republic: ΕΠΑΝΑΣΤΑΣΙΣ ΒΑΣΙΛΕΩΣ ΚΑΤΑ ΠΡΟΪΣΤΑΜΕΝΟΥ ΤΟΥ ΠΡΟΕΔΡΟΥ ΔΗΜΟΚΡΑΤΙΑΣ xyxy=(437,887,590,987)
total-value-label: ΣΥΝΟΛΙΚΗ ΑΞΙΑ ΧΡΕΟΓΡΑΦΩΝ xyxy=(1192,680,1570,694)
table-row xyxy=(1192,555,1374,565)
table-row xyxy=(1389,466,1571,476)
table-cell-value: 255 xyxy=(1515,623,1531,634)
subheading: ΣΥΝΕΧΕΙΑ! xyxy=(482,1087,546,1099)
table-cell-name: Σῶλμ xyxy=(1390,633,1411,644)
article-text: ΑΓΡΙΝΙΟΝ, 24. (Τοῦ ἀνταποκριτοῦ μας).— Οἱ καπνεργάται τοῦ Ἀγρινίου συνεχίζουν τὴν ἀπεργίαν τους, διαμαρτυρόμενοι διὰ τὴν μὴ ἐφαρμογὴν τῆς συλλογικῆς συμβάσεως. Αἱ διαπραγματεύσεις μὲ τοὺς ἐργοδότας δὲν ἀπέδωσαν ἀποτελέσματα. xyxy=(892,368,1163,425)
article-text: Συμφώνως πρὸς τὰ στοιχεῖα τῆς Στατιστικῆς Ὑπηρεσίας, ἡ δύναμις τοῦ ἑλληνικοῦ ἐμπορικοῦ στόλου ἀνήρχετο τὴν 31ην Μαρτίου 1966 εἰς 1.608 πλοῖα, συνολικῆς χωρητικότητος 7.432.846 κόρων. Ἐκ τούτων 1.102 εἶναι φορτηγὰ, 266 δεξαμενόπλοια καὶ τὰ ὑπόλοιπα ἐπιβατηγά. xyxy=(892,228,1163,285)
table-row xyxy=(1389,664,1571,674)
table-cell-value: 475 xyxy=(1515,445,1531,456)
headline-synod: ΠΛΗΡΟΦΟΡΙΑΙ ΕΠΙ ΤΟΥ ΕΚΚΛΗΣΙΑΣΤΙΚΟΥ ΝΟΜΟΣΧΕΔΙΟΥ ΘΑ ΖΗΤΗΣΗ Η ΙΕΡΑ ΣΥΝΟΔΟΣ xyxy=(38,326,400,389)
table-cell-value: 153 xyxy=(1337,435,1352,446)
table-cell-name: Ἐθνικὴ Ἀσφ. xyxy=(1390,475,1446,486)
table-cell-value: — xyxy=(1366,465,1372,476)
transfers-body xyxy=(28,943,410,1038)
table-cell-value: 635 xyxy=(1485,583,1501,594)
headline-kaloni: ΚΑΤΕΔΙΚΑΣΘΗΣΑΝ ΔΙΑ ΖΩΟΚΛΟΠΗΝ xyxy=(624,1413,732,1438)
article-text: Μόλις χαράξει, οἱ φίλοι τοῦ ΑΓΡΙΟΝ: Ἡ συνέχεια. xyxy=(752,302,880,325)
table-cell-value: —0,59 xyxy=(1542,563,1568,574)
subheading: Τὰ ἑλληνικὰ δάνεια xyxy=(1220,860,1348,874)
